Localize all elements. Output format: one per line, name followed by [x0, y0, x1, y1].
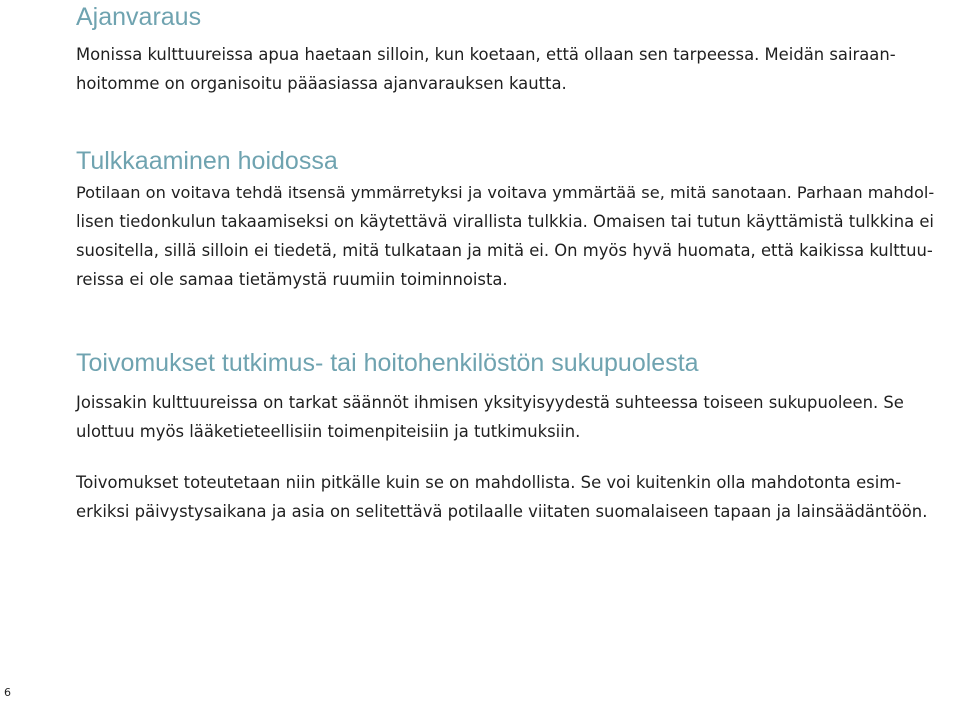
paragraph-line: suositella, sillä silloin ei tiedetä, mitä tulkataan ja mitä ei. On myös hyvä huomata, että kaikissa kulttuu-: [76, 241, 933, 260]
section-heading-tulkkaaminen: Tulkkaaminen hoidossa: [76, 147, 338, 175]
paragraph-line: Toivomukset toteutetaan niin pitkälle kuin se on mahdollista. Se voi kuitenkin olla mahdotonta esim-: [76, 473, 902, 492]
section-paragraph: [76, 178, 934, 294]
paragraph-line: Potilaan on voitava tehdä itsensä ymmärretyksi ja voitava ymmärtää se, mitä sanotaan. Parhaan mahdol-: [76, 183, 935, 202]
paragraph-line: erkiksi päivystysaikana ja asia on selitettävä potilaalle viitaten suomalaiseen tapaan ja lainsäädäntöön.: [76, 502, 928, 521]
section-paragraph: [76, 388, 904, 446]
paragraph-line: lisen tiedonkulun takaamiseksi on käytettävä virallista tulkkia. Omaisen tai tutun käyttämistä tulkkina ei: [76, 212, 934, 231]
section-heading-toivomukset: Toivomukset tutkimus- tai hoitohenkilöstön sukupuolesta: [76, 349, 699, 377]
section-paragraph: [76, 40, 896, 98]
paragraph-line: ulottuu myös lääketieteellisiin toimenpiteisiin ja tutkimuksiin.: [76, 422, 581, 441]
paragraph-line: hoitomme on organisoitu pääasiassa ajanvarauksen kautta.: [76, 74, 567, 93]
paragraph-line: reissa ei ole samaa tietämystä ruumiin toiminnoista.: [76, 270, 508, 289]
paragraph-line: Monissa kulttuureissa apua haetaan silloin, kun koetaan, että ollaan sen tarpeessa. Meidän sairaan-: [76, 45, 896, 64]
paragraph-line: Joissakin kulttuureissa on tarkat säännöt ihmisen yksityisyydestä suhteessa toiseen sukupuoleen. Se: [76, 393, 904, 412]
section-heading-ajanvaraus: Ajanvaraus: [76, 3, 202, 31]
section-paragraph: [76, 468, 927, 526]
page-number: 6: [4, 686, 11, 699]
